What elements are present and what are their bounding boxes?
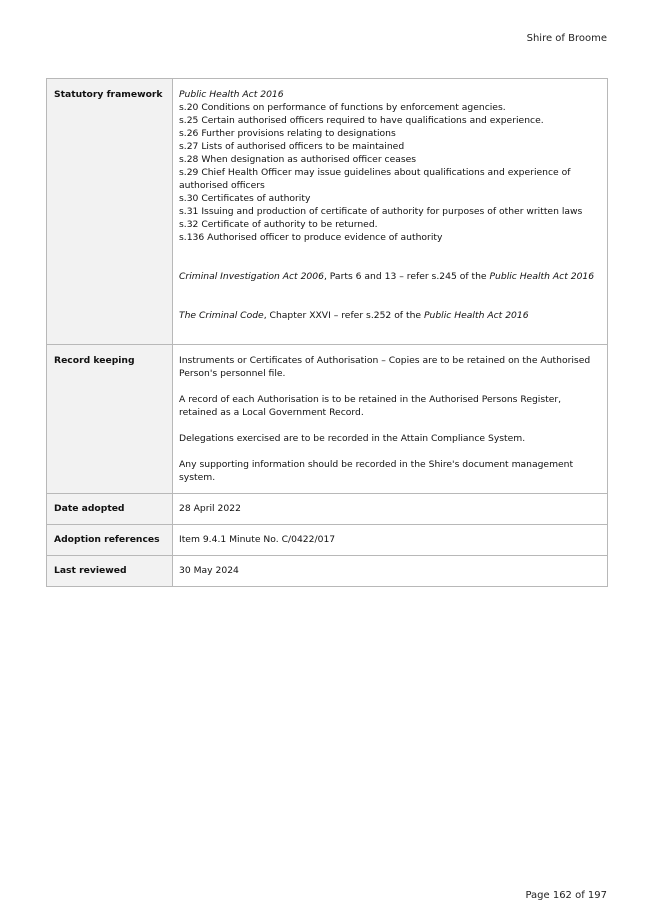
section-item: s.26 Further provisions relating to designations [179, 128, 396, 139]
record-keeping-content [173, 345, 607, 493]
act-title: Public Health Act 2016 [179, 89, 284, 100]
policy-details-table [46, 78, 608, 587]
row-label-record-keeping: Record keeping [54, 355, 135, 366]
table-row-date-adopted [47, 494, 608, 525]
table-row-statutory-framework [47, 79, 608, 345]
record-keeping-paragraph: Any supporting information should be recorded in the Shire's document management system. [179, 459, 574, 483]
last-reviewed-value: 30 May 2024 [179, 565, 239, 576]
criminal-code-reference: The Criminal Code, Chapter XXVI – refer s.252 of the Public Health Act 2016 [179, 310, 529, 321]
page-number: Page 162 of 197 [525, 890, 607, 901]
statutory-framework-content [173, 79, 607, 344]
table-row-record-keeping [47, 345, 608, 494]
section-item: s.136 Authorised officer to produce evidence of authority [179, 232, 443, 243]
section-item: s.27 Lists of authorised officers to be maintained [179, 141, 405, 152]
row-label-statutory-framework: Statutory framework [54, 89, 163, 100]
table-row-adoption-references [47, 525, 608, 556]
date-adopted-value: 28 April 2022 [179, 503, 241, 514]
section-item: s.28 When designation as authorised officer ceases [179, 154, 417, 165]
section-item: s.30 Certificates of authority [179, 193, 311, 204]
section-item: s.20 Conditions on performance of functions by enforcement agencies. [179, 102, 506, 113]
section-item: s.32 Certificate of authority to be returned. [179, 219, 378, 230]
row-label-last-reviewed: Last reviewed [54, 565, 127, 576]
row-label-adoption-references: Adoption references [54, 534, 160, 545]
record-keeping-paragraph: A record of each Authorisation is to be retained in the Authorised Persons Register, retained as a Local Government Record. [179, 394, 562, 418]
row-label-date-adopted: Date adopted [54, 503, 125, 514]
section-item: s.29 Chief Health Officer may issue guidelines about qualifications and experience of authorised officers [179, 167, 571, 191]
page-header-org-name: Shire of Broome [526, 33, 607, 44]
section-item: s.31 Issuing and production of certificate of authority for purposes of other written laws [179, 206, 583, 217]
record-keeping-paragraph: Delegations exercised are to be recorded in the Attain Compliance System. [179, 433, 526, 444]
record-keeping-paragraph: Instruments or Certificates of Authorisation – Copies are to be retained on the Authorised Person's personnel file. [179, 355, 591, 379]
section-item: s.25 Certain authorised officers required to have qualifications and experience. [179, 115, 544, 126]
criminal-investigation-act-reference: Criminal Investigation Act 2006, Parts 6 and 13 – refer s.245 of the Public Health Act 2016 [179, 271, 595, 282]
table-row-last-reviewed [47, 556, 608, 587]
adoption-references-value: Item 9.4.1 Minute No. C/0422/017 [179, 534, 336, 545]
